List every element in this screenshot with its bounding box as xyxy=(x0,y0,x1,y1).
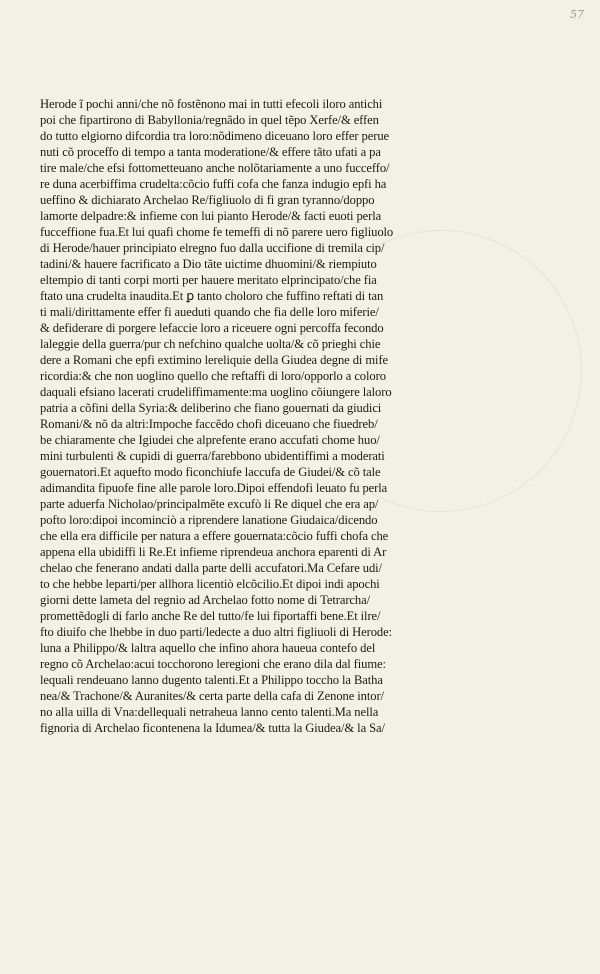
text-line: laleggie della guerra/pur ch nefchino qualche uolta/& cõ prieghi chie xyxy=(40,337,381,351)
text-line: mini turbulenti & cupidi di guerra/farebbono ubidentiffimi a moderati xyxy=(40,449,385,463)
text-block xyxy=(40,96,580,736)
text-line: ti mali/dirittamente effer fi aueduti quando che fia delle loro miferie/ xyxy=(40,305,379,319)
text-line: ftato una crudelta inaudita.Et ꝑ tanto choloro che fuffino reftati di tan xyxy=(40,289,384,303)
text-line: lamorte delpadre:& infieme con lui pianto Herode/& facti euoti perla xyxy=(40,209,382,223)
text-line: che ella era difficile per natura a effere gouernata:cõcio fuffi chofa che xyxy=(40,529,389,543)
text-line: poi che fipartirono di Babyllonia/regnãdo in quel tẽpo Xerfe/& effen xyxy=(40,113,379,127)
text-line: appena ella ubidiffi li Re.Et infieme riprendeua anchora eparenti di Ar xyxy=(40,545,387,559)
text-line: be chiaramente che Igiudei che alprefente erano accufati chome huo/ xyxy=(40,433,380,447)
text-line: fignoria di Archelao ficontenena la Idumea/& tutta la Giudea/& la Sa/ xyxy=(40,721,385,735)
text-line: nuti cõ proceffo di tempo a tanta moderatione/& effere tãto ufati a pa xyxy=(40,145,381,159)
text-line: promettẽdogli di farlo anche Re del tutto/fe lui fiportaffi bene.Et ilre/ xyxy=(40,609,381,623)
text-line: tadini/& hauere facrificato a Dio tãte uictime dhuomini/& riempiuto xyxy=(40,257,377,271)
folio-number: 57 xyxy=(570,8,584,21)
text-line: do tutto elgiorno difcordia tra loro:nõdimeno diceuano loro effer perue xyxy=(40,129,390,143)
text-line: & defiderare di porgere lefaccie loro a riceuere ogni percoffa fecondo xyxy=(40,321,384,335)
text-line: fto diuifo che lhebbe in duo parti/ledecte a duo altri figliuoli di Herode: xyxy=(40,625,393,639)
text-line: lequali rendeuano lanno dugento talenti.Et a Philippo toccho la Batha xyxy=(40,673,383,687)
text-line: tire male/che efsi fottometteuano anche nolõtariamente a uno fucceffo/ xyxy=(40,161,390,175)
text-line: di Herode/hauer principiato elregno fuo dalla uccifione di tremila cip/ xyxy=(40,241,385,255)
text-line: fucceffione fua.Et lui quafi chome fe temeffi di nõ parere uero figliuolo xyxy=(40,225,394,239)
text-line: luna a Philippo/& laltra aquello che infino ahora haueua contefo del xyxy=(40,641,376,655)
text-line: daquali efsiano lacerati crudeliffimamente:ma uoglino cõiungere laloro xyxy=(40,385,392,399)
text-line: chelao che fenerano andati dalla parte delli accufatori.Ma Cefare udi/ xyxy=(40,561,382,575)
text-line: to che hebbe leparti/per allhora licentiò elcõcilio.Et dipoi indi apochi xyxy=(40,577,380,591)
text-line: ueffino & dichiarato Archelao Re/figliuolo di fi gran tyranno/doppo xyxy=(40,193,375,207)
text-line: ricordia:& che non uoglino quello che reftaffi di loro/opporlo a coloro xyxy=(40,369,386,383)
text-line: patria a cõfini della Syria:& deliberino che fiano gouernati da giudici xyxy=(40,401,382,415)
text-line: giorni dette lameta del regnio ad Archelao fotto nome di Tetrarcha/ xyxy=(40,593,370,607)
text-line: Romani/& nõ da altri:Impoche faccẽdo chofi diceuano che fiuedreb/ xyxy=(40,417,378,431)
text-line: dere a Romani che epfi extimino lereliquie della Giudea degne di mife xyxy=(40,353,389,367)
text-line: parte aduerfa Nicholao/principalmẽte excufò li Re diquel che era ap/ xyxy=(40,497,379,511)
text-line: nea/& Trachone/& Auranites/& certa parte della cafa di Zenone intor/ xyxy=(40,689,384,703)
text-line: regno cõ Archelao:acui tocchorono leregioni che erano dila dal fiume: xyxy=(40,657,386,671)
text-line: re duna acerbiffima crudelta:cõcio fuffi cofa che fanza indugio epfi ha xyxy=(40,177,387,191)
text-line: pofto loro:dipoi incominciò a riprendere lanatione Giudaica/dicendo xyxy=(40,513,378,527)
text-line: adimandita fipuofe fine alle parole loro.Dipoi effendofi leuato fu perla xyxy=(40,481,388,495)
text-line: gouernatori.Et aquefto modo ficonchiufe laccufa de Giudei/& cõ tale xyxy=(40,465,381,479)
text-line: eltempio di tanti corpi morti per hauere meritato elprincipato/che fia xyxy=(40,273,377,287)
text-line: Herode ĩ pochi anni/che nõ fostẽnono mai in tutti efecoli iloro antichi xyxy=(40,97,383,111)
text-line: no alla uilla di Vna:dellequali netraheua lanno cento talenti.Ma nella xyxy=(40,705,379,719)
